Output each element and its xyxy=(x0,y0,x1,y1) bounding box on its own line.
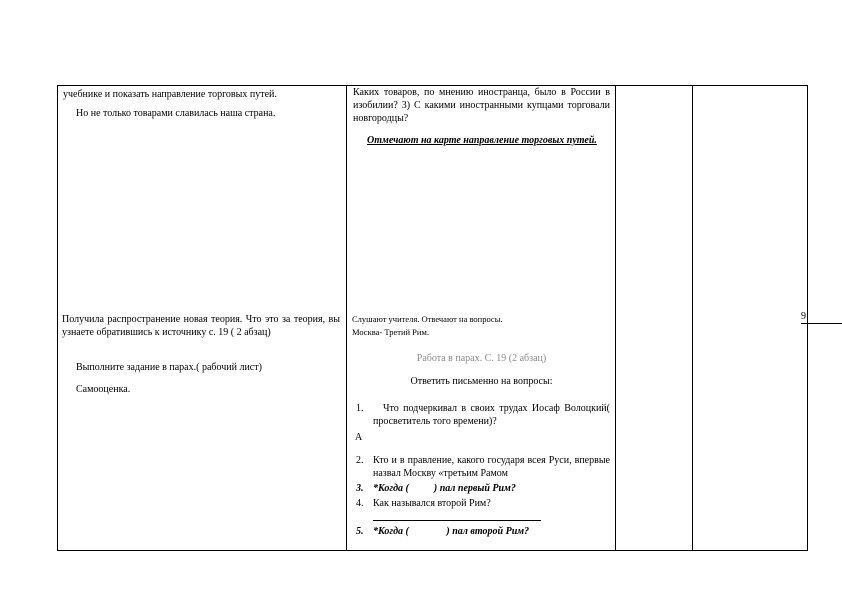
answer-text: А xyxy=(355,432,363,443)
text-paragraph: Самооценка. xyxy=(76,384,131,395)
empty-cell xyxy=(616,86,693,551)
text-paragraph: Выполните задание в парах.( рабочий лист) xyxy=(76,362,262,373)
text-paragraph: Но не только товарами славилась наша страна. xyxy=(76,108,276,119)
teacher-activity-cell xyxy=(58,86,347,551)
answer-heading: Ответить письменно на вопросы: xyxy=(410,376,553,387)
question-text: Что подчеркивал в своих трудах Иосаф Волоцкий( просветитель того времени)? xyxy=(373,403,610,427)
question-number: 2. xyxy=(356,455,364,466)
question-text: Как назывался второй Рим? xyxy=(373,498,491,509)
table-row xyxy=(58,86,808,551)
student-activity-cell xyxy=(347,86,616,551)
question-text: *Когда ( ) пал второй Рим? xyxy=(373,526,530,537)
text-paragraph: Каких товаров, по мнению иностранца, было в России в изобилии? 3) С какими иностранными купцами торговали новгородцы? xyxy=(353,87,610,124)
answer-line xyxy=(373,520,541,521)
question-number: 4. xyxy=(356,498,364,509)
question-number: 1. xyxy=(356,403,364,414)
text-paragraph: Слушают учителя. Отвечают на вопросы. xyxy=(352,314,503,324)
question-number: 3. xyxy=(356,483,364,494)
work-heading: Работа в парах. С. 19 (2 абзац) xyxy=(416,353,547,364)
question-text: *Когда ( ) пал первый Рим? xyxy=(373,483,516,494)
score-value: 9 xyxy=(801,311,806,322)
question-number: 5. xyxy=(356,526,364,537)
text-paragraph: учебнике и показать направление торговых путей. xyxy=(63,89,277,100)
text-paragraph: Москва- Третий Рим. xyxy=(352,327,429,337)
text-paragraph: Отмечают на карте направление торговых путей. xyxy=(367,135,597,146)
text-paragraph: Получила распространение новая теория. Что это за теория, вы узнаете обратившись к источнику с. 19 ( 2 абзац) xyxy=(62,314,340,338)
score-underline xyxy=(801,323,842,324)
question-text: Кто и в правление, какого государя всея Руси, впервые назвал Москву «третьим Рамом xyxy=(373,455,610,479)
score-cell xyxy=(693,86,808,551)
lesson-table xyxy=(57,85,808,551)
